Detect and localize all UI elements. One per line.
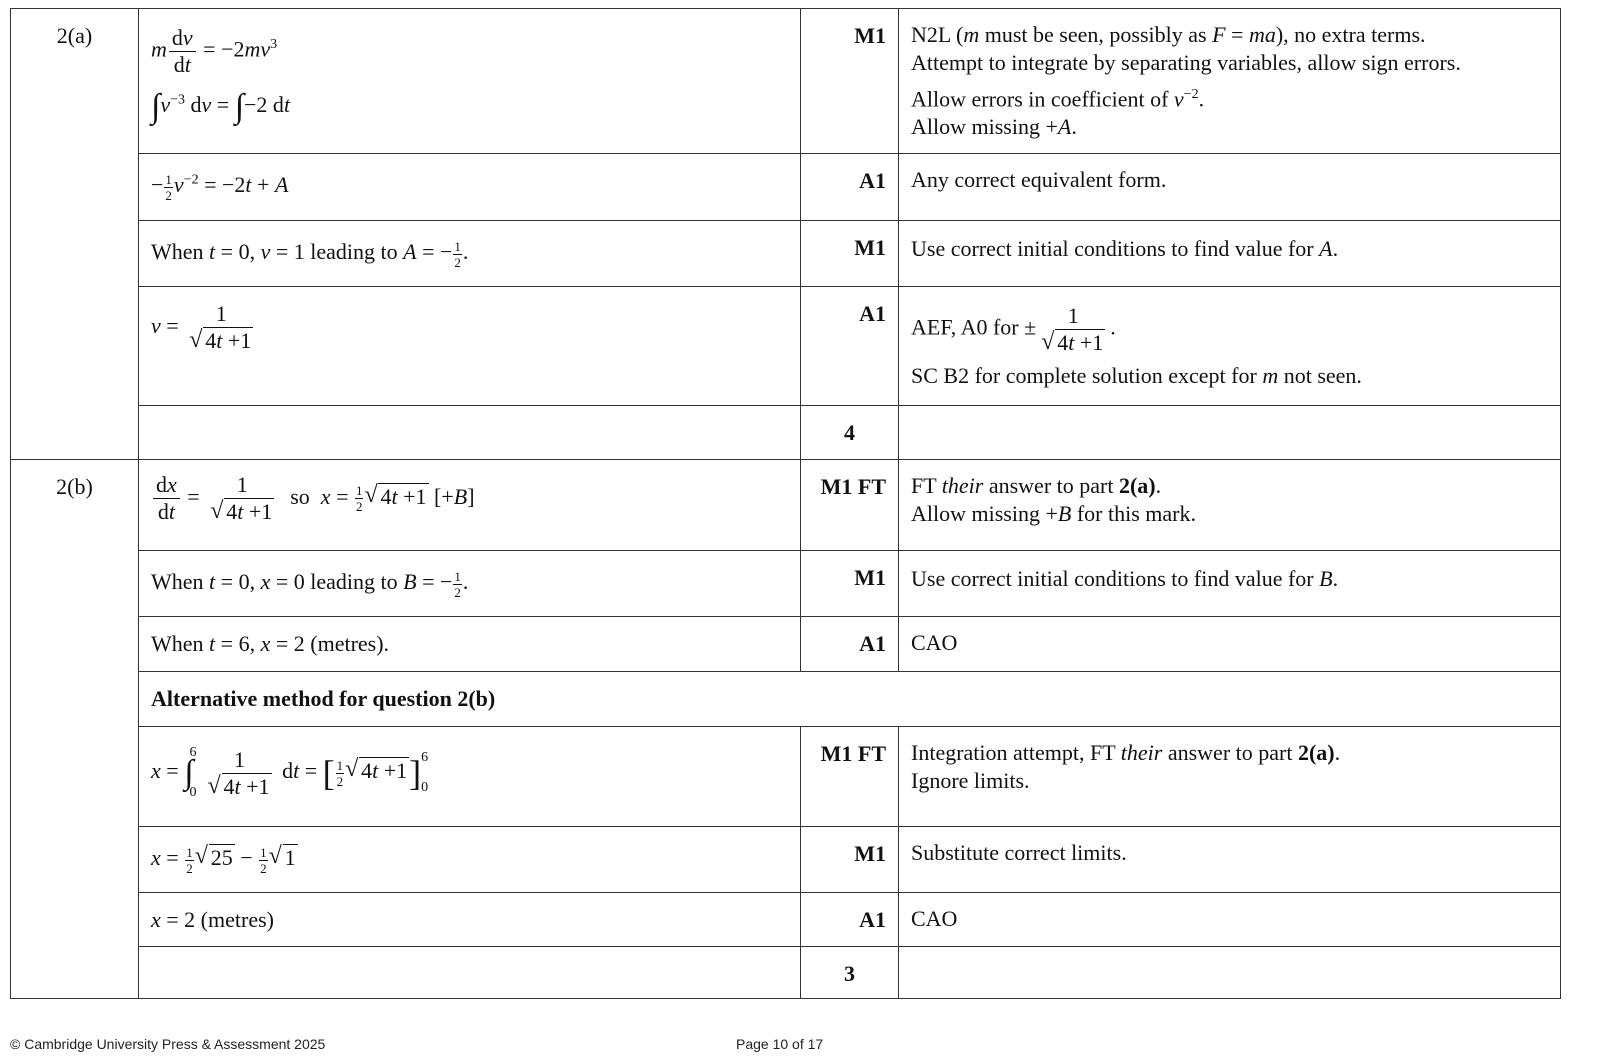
- empty-cell: [139, 947, 801, 999]
- mark-code: M1: [801, 551, 899, 617]
- mark-code: M1: [801, 9, 899, 154]
- working-line: When t = 6, x = 2 (metres).: [151, 631, 390, 657]
- question-label-2a: 2(a): [11, 9, 139, 460]
- working-cell: [139, 287, 801, 406]
- table-row: [11, 551, 1561, 617]
- guidance-line: AEF, A0 for ± 1 √ 4t +1 .: [911, 305, 1548, 354]
- working-cell: [139, 551, 801, 617]
- guidance-line: Allow missing +B for this mark.: [911, 501, 1196, 527]
- guidance-line: Use correct initial conditions to find value for A.: [899, 221, 1561, 287]
- guidance-line: Integration attempt, FT their answer to part 2(a).: [911, 740, 1341, 766]
- guidance-line: N2L (m must be seen, possibly as F = ma), no extra terms.: [911, 22, 1426, 47]
- working-cell: [139, 727, 801, 827]
- working-cell: [139, 9, 801, 154]
- guidance-line: CAO: [899, 893, 1561, 947]
- guidance-line: Substitute correct limits.: [899, 827, 1561, 893]
- guidance-line: Ignore limits.: [911, 768, 1030, 794]
- mark-code: M1: [801, 827, 899, 893]
- mark-scheme-table: [10, 8, 1561, 999]
- table-row: [11, 672, 1561, 727]
- question-label-2b: 2(b): [11, 460, 139, 999]
- guidance-cell: [899, 727, 1561, 827]
- guidance-cell: [899, 460, 1561, 551]
- table-row: [11, 460, 1561, 551]
- mark-code: M1 FT: [801, 460, 899, 551]
- working-line-n2l: m $\frac{dv}{dt}$ = $-2mv^3$: [151, 25, 278, 77]
- mark-code: M1: [801, 221, 899, 287]
- guidance-line: Allow missing +A.: [911, 114, 1077, 140]
- table-row: [11, 893, 1561, 947]
- guidance-line: Use correct initial conditions to find value for B.: [899, 551, 1561, 617]
- mark-code: A1: [801, 617, 899, 672]
- working-cell: [139, 827, 801, 893]
- working-line: x = ∫ 6 0 1 √ 4t +1 dt = [ $\frac{1}{2}$ √ 4t +1] 6 0: [151, 758, 428, 783]
- empty-cell: [139, 406, 801, 460]
- working-cell: [139, 154, 801, 221]
- working-line: v = 1 √ 4t +1: [151, 313, 258, 338]
- guidance-line: Attempt to integrate by separating variables, allow sign errors.: [911, 50, 1461, 75]
- table-row: [11, 406, 1561, 460]
- table-row: [11, 947, 1561, 999]
- guidance-line: CAO: [899, 617, 1561, 672]
- guidance-cell: [899, 9, 1561, 154]
- working-line: $\frac{dx}{dt}$ = 1 √ 4t +1 so x = $\frac{1}{2}$ √ 4t +1 [+B]: [151, 484, 475, 509]
- footer-copyright: © Cambridge University Press & Assessment 2025: [10, 1036, 326, 1052]
- working-line: − $\frac{1}{2}$ $v^{-2} = -2t + A$: [151, 171, 289, 203]
- guidance-line: FT their answer to part 2(a).: [911, 473, 1162, 499]
- total-marks-2a: 4: [801, 406, 899, 460]
- table-row: [11, 9, 1561, 154]
- working-cell: [139, 893, 801, 947]
- working-cell: [139, 617, 801, 672]
- guidance-cell: [899, 287, 1561, 406]
- table-row: [11, 154, 1561, 221]
- guidance-line: SC B2 for complete solution except for m not seen.: [911, 363, 1362, 389]
- empty-cell: [899, 947, 1561, 999]
- mark-code: M1 FT: [801, 727, 899, 827]
- guidance-line: Any correct equivalent form.: [899, 154, 1561, 221]
- table-row: [11, 727, 1561, 827]
- total-marks-2b: 3: [801, 947, 899, 999]
- working-line: When t = 0, x = 0 leading to B = − $\frac{1}{2}$ .: [151, 568, 469, 600]
- working-line: When t = 0, v = 1 leading to A = − $\frac{1}{2}$ .: [151, 238, 469, 270]
- empty-cell: [899, 406, 1561, 460]
- working-line: x = 2 (metres): [151, 907, 274, 933]
- mark-code: A1: [801, 893, 899, 947]
- footer-page-number: Page 10 of 17: [736, 1036, 824, 1052]
- table-row: [11, 827, 1561, 893]
- table-row: [11, 287, 1561, 406]
- mark-code: A1: [801, 287, 899, 406]
- mark-code: A1: [801, 154, 899, 221]
- working-cell: [139, 221, 801, 287]
- working-line: x = $\frac{1}{2}$ √ 25 − $\frac{1}{2}$ √ 1: [151, 845, 298, 870]
- table-row: [11, 617, 1561, 672]
- table-row: [11, 221, 1561, 287]
- alternative-method-heading: Alternative method for question 2(b): [139, 672, 1561, 727]
- working-cell: [139, 460, 801, 551]
- guidance-line: Allow errors in coefficient of $v^{-2}$.: [911, 86, 1205, 112]
- working-line-integral: $\int v^{-3}$ dv = ∫−2 dt: [151, 88, 291, 125]
